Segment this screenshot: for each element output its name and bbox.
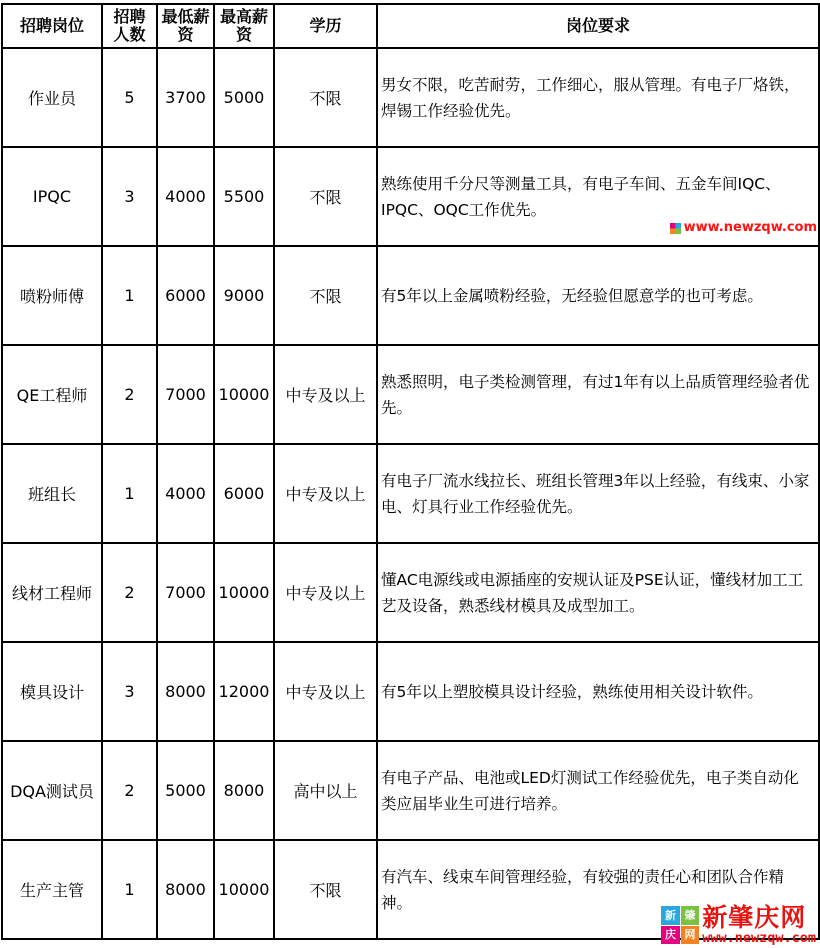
table-row: [2, 543, 819, 642]
cell-position: 喷粉师傅: [2, 246, 102, 345]
cell-headcount: 1: [102, 444, 157, 543]
logo-square-char: 庆: [661, 926, 680, 945]
table-body: [2, 48, 819, 939]
cell-position: DQA测试员: [2, 741, 102, 840]
table-header: [2, 4, 819, 48]
cell-min-salary: 8000: [157, 840, 214, 939]
table-row: [2, 246, 819, 345]
cell-min-salary: 4000: [157, 444, 214, 543]
cell-headcount: 2: [102, 741, 157, 840]
cell-position: IPQC: [2, 147, 102, 246]
cell-min-salary: 7000: [157, 345, 214, 444]
cell-requirements: 有电子产品、电池或LED灯测试工作经验优先，电子类自动化类应届毕业生可进行培养。: [377, 741, 819, 840]
logo-square-char: 网: [681, 926, 700, 945]
cell-max-salary: 12000: [214, 642, 274, 741]
header-headcount: 招聘人数: [102, 4, 157, 48]
cell-position: 作业员: [2, 48, 102, 147]
logo-square-char: 肇: [681, 906, 700, 925]
cell-education: 不限: [274, 48, 377, 147]
cell-requirements: 有汽车、线束车间管理经验，有较强的责任心和团队合作精神。: [377, 840, 819, 939]
cell-requirements: 熟练使用千分尺等测量工具，有电子车间、五金车间IQC、IPQC、OQC工作优先。: [377, 147, 819, 246]
cell-headcount: 2: [102, 345, 157, 444]
cell-max-salary: 8000: [214, 741, 274, 840]
table-row: [2, 642, 819, 741]
header-position: 招聘岗位: [2, 4, 102, 48]
cell-headcount: 1: [102, 840, 157, 939]
cell-position: QE工程师: [2, 345, 102, 444]
logo-square-char: 新: [661, 906, 680, 925]
cell-max-salary: 6000: [214, 444, 274, 543]
cell-position: 线材工程师: [2, 543, 102, 642]
cell-headcount: 2: [102, 543, 157, 642]
table-row: [2, 741, 819, 840]
cell-headcount: 1: [102, 246, 157, 345]
cell-requirements: 有5年以上塑胶模具设计经验，熟练使用相关设计软件。: [377, 642, 819, 741]
cell-position: 生产主管: [2, 840, 102, 939]
cell-max-salary: 10000: [214, 543, 274, 642]
cell-min-salary: 5000: [157, 741, 214, 840]
cell-position: 班组长: [2, 444, 102, 543]
cell-education: 不限: [274, 840, 377, 939]
table-row: [2, 444, 819, 543]
cell-education: 高中以上: [274, 741, 377, 840]
header-min-salary: 最低薪资: [157, 4, 214, 48]
cell-min-salary: 8000: [157, 642, 214, 741]
cell-min-salary: 4000: [157, 147, 214, 246]
cell-education: 不限: [274, 147, 377, 246]
cell-min-salary: 3700: [157, 48, 214, 147]
site-mini-logo-icon: [670, 223, 681, 234]
site-logo: [661, 905, 816, 945]
site-name: 新肇庆网: [702, 903, 807, 932]
site-logo-text: [702, 905, 816, 945]
cell-requirements: 懂AC电源线或电源插座的安规认证及PSE认证，懂线材加工工艺及设备，熟悉线材模具及成型加工。: [377, 543, 819, 642]
cell-max-salary: 9000: [214, 246, 274, 345]
cell-max-salary: 10000: [214, 840, 274, 939]
cell-headcount: 3: [102, 642, 157, 741]
header-requirements: 岗位要求: [377, 4, 819, 48]
cell-education: 不限: [274, 246, 377, 345]
site-watermark: [670, 221, 817, 235]
cell-requirements: 有电子厂流水线拉长、班组长管理3年以上经验，有线束、小家电、灯具行业工作经验优先。: [377, 444, 819, 543]
header-education: 学历: [274, 4, 377, 48]
cell-max-salary: 5000: [214, 48, 274, 147]
cell-education: 中专及以上: [274, 642, 377, 741]
cell-min-salary: 6000: [157, 246, 214, 345]
cell-max-salary: 10000: [214, 345, 274, 444]
watermark-url: www.newzqw.com: [683, 220, 817, 235]
site-logo-icon: [661, 906, 699, 944]
cell-position: 模具设计: [2, 642, 102, 741]
cell-headcount: 3: [102, 147, 157, 246]
cell-education: 中专及以上: [274, 444, 377, 543]
site-url: www.newzqw.com: [702, 930, 816, 946]
cell-requirements: 熟悉照明，电子类检测管理，有过1年有以上品质管理经验者优先。: [377, 345, 819, 444]
cell-max-salary: 5500: [214, 147, 274, 246]
header-row: [2, 4, 819, 48]
cell-headcount: 5: [102, 48, 157, 147]
cell-education: 中专及以上: [274, 345, 377, 444]
table-row: [2, 345, 819, 444]
cell-requirements: 男女不限，吃苦耐劳，工作细心，服从管理。有电子厂烙铁，焊锡工作经验优先。: [377, 48, 819, 147]
cell-requirements: 有5年以上金属喷粉经验，无经验但愿意学的也可考虑。: [377, 246, 819, 345]
cell-min-salary: 7000: [157, 543, 214, 642]
cell-education: 中专及以上: [274, 543, 377, 642]
recruitment-table: [1, 3, 820, 940]
table-row: [2, 48, 819, 147]
header-max-salary: 最高薪资: [214, 4, 274, 48]
